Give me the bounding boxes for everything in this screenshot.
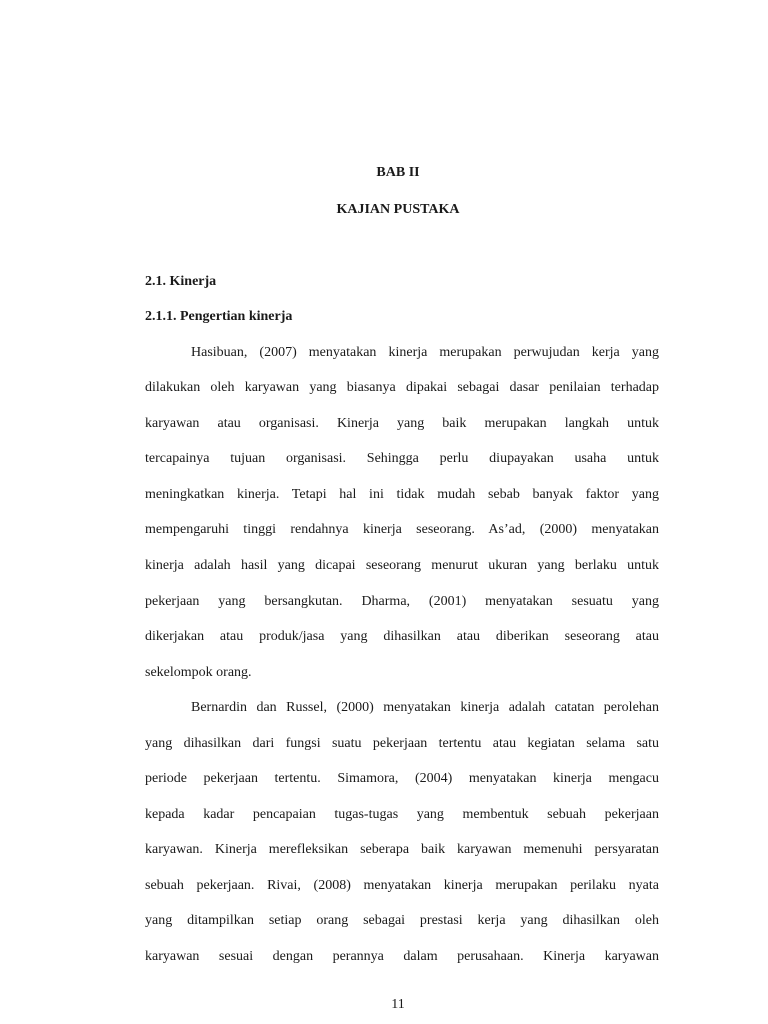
paragraph-line: yang ditampilkan setiap orang sebagai prestasi kerja yang dihasilkan oleh: [145, 913, 659, 928]
paragraph-line: meningkatkan kinerja. Tetapi hal ini tidak mudah sebab banyak faktor yang: [145, 487, 659, 502]
paragraph-line: tercapainya tujuan organisasi. Sehingga perlu diupayakan usaha untuk: [145, 451, 659, 466]
chapter-title: KAJIAN PUSTAKA: [336, 202, 460, 217]
chapter-number: BAB II: [376, 165, 420, 180]
paragraph-line: karyawan sesuai dengan perannya dalam perusahaan. Kinerja karyawan: [145, 949, 659, 964]
paragraph-line: yang dihasilkan dari fungsi suatu pekerjaan tertentu atau kegiatan selama satu: [145, 736, 659, 751]
paragraph-line: mempengaruhi tinggi rendahnya kinerja seseorang. As’ad, (2000) menyatakan: [145, 522, 659, 537]
paragraph-line: karyawan. Kinerja merefleksikan seberapa baik karyawan memenuhi persyaratan: [145, 842, 659, 857]
paragraph-line: kepada kadar pencapaian tugas-tugas yang membentuk sebuah pekerjaan: [145, 807, 659, 822]
paragraph-line: sebuah pekerjaan. Rivai, (2008) menyatakan kinerja merupakan perilaku nyata: [145, 878, 659, 893]
paragraph-line: periode pekerjaan tertentu. Simamora, (2004) menyatakan kinerja mengacu: [145, 771, 659, 786]
paragraph-line: pekerjaan yang bersangkutan. Dharma, (2001) menyatakan sesuatu yang: [145, 594, 659, 609]
paragraph-line: Hasibuan, (2007) menyatakan kinerja merupakan perwujudan kerja yang: [191, 345, 659, 360]
paragraph-line: dikerjakan atau produk/jasa yang dihasilkan atau diberikan seseorang atau: [145, 629, 659, 644]
paragraph-line: karyawan atau organisasi. Kinerja yang baik merupakan langkah untuk: [145, 416, 659, 431]
subsection-heading: 2.1.1. Pengertian kinerja: [145, 309, 293, 324]
page-number: 11: [391, 997, 405, 1012]
paragraph-line: Bernardin dan Russel, (2000) menyatakan kinerja adalah catatan perolehan: [191, 700, 659, 715]
section-heading: 2.1. Kinerja: [145, 274, 217, 289]
paragraph-line: dilakukan oleh karyawan yang biasanya dipakai sebagai dasar penilaian terhadap: [145, 380, 659, 395]
paragraph-line: kinerja adalah hasil yang dicapai seseorang menurut ukuran yang berlaku untuk: [145, 558, 659, 573]
paragraph-line: sekelompok orang.: [145, 665, 252, 680]
